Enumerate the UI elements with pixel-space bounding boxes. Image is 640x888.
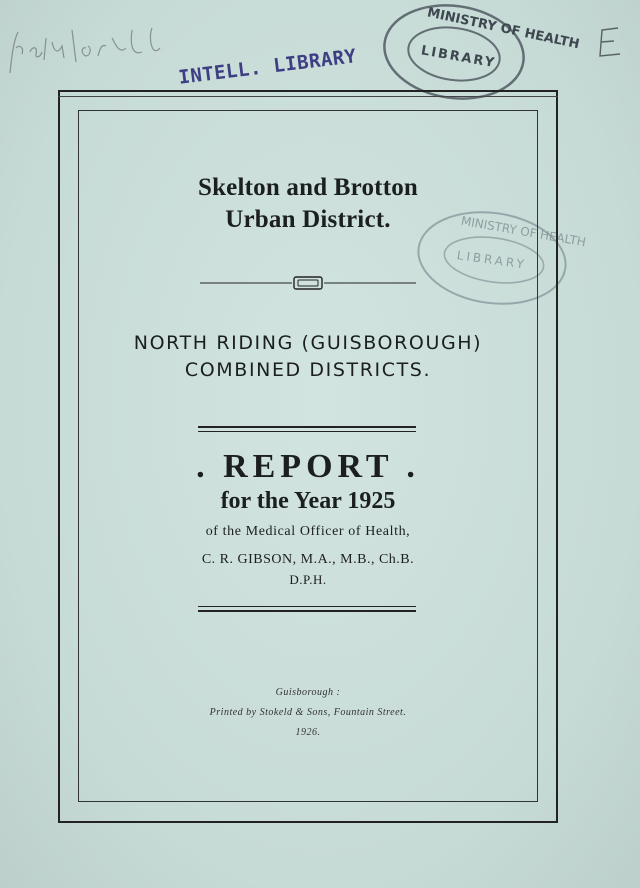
divider-rule-bottom	[198, 606, 416, 612]
seal-center-text: LIBRARY	[455, 248, 528, 272]
divider-rule-top	[198, 426, 416, 432]
author-degree: D.P.H.	[289, 572, 327, 587]
report-year: for the Year 1925	[220, 488, 396, 514]
district-title	[78, 172, 538, 236]
author-name: C. R. GIBSON, M.A., M.B., Ch.B.	[201, 552, 415, 567]
combined-districts-heading	[78, 330, 538, 384]
outer-border-inner-rule	[58, 96, 558, 97]
combined-line2: COMBINED DISTRICTS.	[184, 359, 432, 381]
handwritten-letter-mark	[594, 22, 628, 62]
intell-library-stamp: INTELL. LIBRARY	[177, 45, 358, 89]
imprint-year: 1926.	[295, 727, 321, 738]
report-subtitle: of the Medical Officer of Health,	[205, 524, 411, 539]
ministry-of-health-seal	[378, 0, 581, 104]
imprint	[78, 683, 538, 743]
district-title-line2: Urban District.	[225, 206, 391, 233]
report-title: . REPORT .	[196, 448, 420, 485]
seal-ring-text: MINISTRY OF HEALTH	[425, 5, 581, 53]
combined-line1: NORTH RIDING (GUISBOROUGH)	[133, 332, 483, 354]
seal-ring-text: MINISTRY OF HEALTH	[459, 213, 587, 250]
seal-center-text: LIBRARY	[419, 43, 498, 72]
imprint-printer: Printed by Stokeld & Sons, Fountain Street.	[209, 707, 407, 718]
district-title-line1: Skelton and Brotton	[197, 174, 419, 201]
ornamental-divider	[200, 275, 416, 291]
imprint-place: Guisborough :	[275, 687, 341, 698]
handwritten-annotation	[2, 18, 172, 78]
